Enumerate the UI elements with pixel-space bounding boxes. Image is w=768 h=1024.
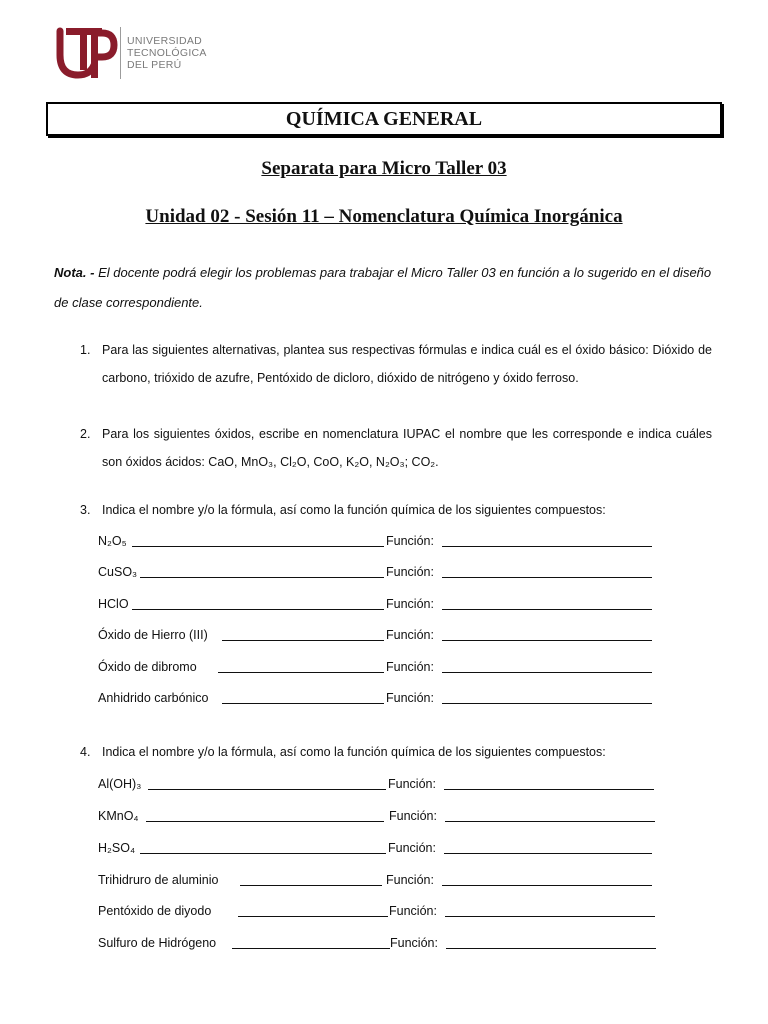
function-answer-line[interactable] [442, 640, 652, 641]
logo-text [127, 35, 207, 71]
name-answer-line[interactable] [140, 577, 384, 578]
name-answer-line[interactable] [222, 703, 384, 704]
function-answer-line[interactable] [445, 916, 655, 917]
logo-line-3: DEL PERÚ [127, 59, 182, 71]
compound-label: Al(OH)₃ [98, 777, 142, 791]
subtitle-unidad: Unidad 02 - Sesión 11 – Nomenclatura Química Inorgánica [145, 206, 623, 227]
function-answer-line[interactable] [444, 789, 654, 790]
name-answer-line[interactable] [218, 672, 384, 673]
subtitle-separata: Separata para Micro Taller 03 [261, 158, 507, 179]
question-text: Para las siguientes alternativas, plantea sus respectivas fórmulas e indica cuál es el óxido básico: Dióxido de carbono, trióxido de azufre, Pentóxido de dicloro, dióxido de nitrógeno y óxido ferroso. [102, 343, 712, 385]
name-answer-line[interactable] [148, 789, 386, 790]
name-answer-line[interactable] [132, 609, 384, 610]
question-3 [80, 496, 712, 524]
question-text: Indica el nombre y/o la fórmula, así como la función química de los siguientes compuestos: [102, 745, 606, 759]
function-answer-line[interactable] [445, 821, 655, 822]
function-answer-line[interactable] [442, 577, 652, 578]
function-answer-line[interactable] [442, 609, 652, 610]
name-answer-line[interactable] [132, 546, 384, 547]
function-answer-line[interactable] [442, 546, 652, 547]
note-paragraph [54, 258, 718, 318]
name-answer-line[interactable] [146, 821, 384, 822]
logo-divider [120, 27, 121, 79]
university-logo [56, 24, 207, 82]
function-answer-line[interactable] [446, 948, 656, 949]
compound-label: Anhidrido carbónico [98, 691, 209, 705]
function-label: Función: [386, 597, 434, 611]
compound-label: Óxido de Hierro (III) [98, 628, 208, 642]
function-answer-line[interactable] [444, 853, 652, 854]
function-label: Función: [386, 691, 434, 705]
compound-label: CuSO₃ [98, 565, 138, 579]
question-number: 4. [80, 745, 91, 759]
compound-label: KMnO₄ [98, 809, 139, 823]
logo-line-1: UNIVERSIDAD [127, 35, 203, 47]
function-label: Función: [386, 873, 434, 887]
name-answer-line[interactable] [140, 853, 386, 854]
function-label: Función: [388, 841, 436, 855]
name-answer-line[interactable] [232, 948, 390, 949]
question-1 [80, 336, 712, 392]
function-label: Función: [386, 534, 434, 548]
name-answer-line[interactable] [238, 916, 388, 917]
function-label: Función: [389, 809, 437, 823]
compound-label: Sulfuro de Hidrógeno [98, 936, 217, 950]
function-label: Función: [386, 565, 434, 579]
document-title: QUÍMICA GENERAL [285, 107, 483, 130]
compound-label: Pentóxido de diyodo [98, 904, 212, 918]
compound-label: N₂O₅ [98, 534, 127, 548]
function-label: Función: [386, 628, 434, 642]
function-label: Función: [389, 904, 437, 918]
question-4 [80, 738, 712, 766]
logo-line-2: TECNOLÓGICA [127, 47, 207, 59]
function-answer-line[interactable] [442, 703, 652, 704]
function-label: Función: [388, 777, 436, 791]
function-answer-line[interactable] [442, 672, 652, 673]
question-2 [80, 420, 712, 476]
note-text: El docente podrá elegir los problemas para trabajar el Micro Taller 03 en función a lo sugerido en el diseño de clase correspondiente. [54, 265, 712, 310]
compound-label: Trihidruro de aluminio [98, 873, 219, 887]
question-number: 2. [80, 427, 91, 441]
question-number: 1. [80, 343, 91, 357]
utp-logo-icon [56, 25, 118, 81]
question-text: Para los siguientes óxidos, escribe en nomenclatura IUPAC el nombre que les corresponde e indica cuáles son óxidos ácidos: CaO, MnO₃, Cl₂O, CoO, K₂O, N₂O₃; CO₂. [102, 427, 712, 469]
note-label: Nota. - [54, 265, 95, 280]
compound-label: H₂SO₄ [98, 841, 136, 855]
question-number: 3. [80, 503, 91, 517]
name-answer-line[interactable] [240, 885, 382, 886]
title-box [46, 102, 722, 136]
compound-label: HClO [98, 597, 129, 611]
question-text: Indica el nombre y/o la fórmula, así como la función química de los siguientes compuestos: [102, 503, 606, 517]
function-label: Función: [390, 936, 438, 950]
function-answer-line[interactable] [442, 885, 652, 886]
name-answer-line[interactable] [222, 640, 384, 641]
function-label: Función: [386, 660, 434, 674]
compound-label: Óxido de dibromo [98, 660, 197, 674]
